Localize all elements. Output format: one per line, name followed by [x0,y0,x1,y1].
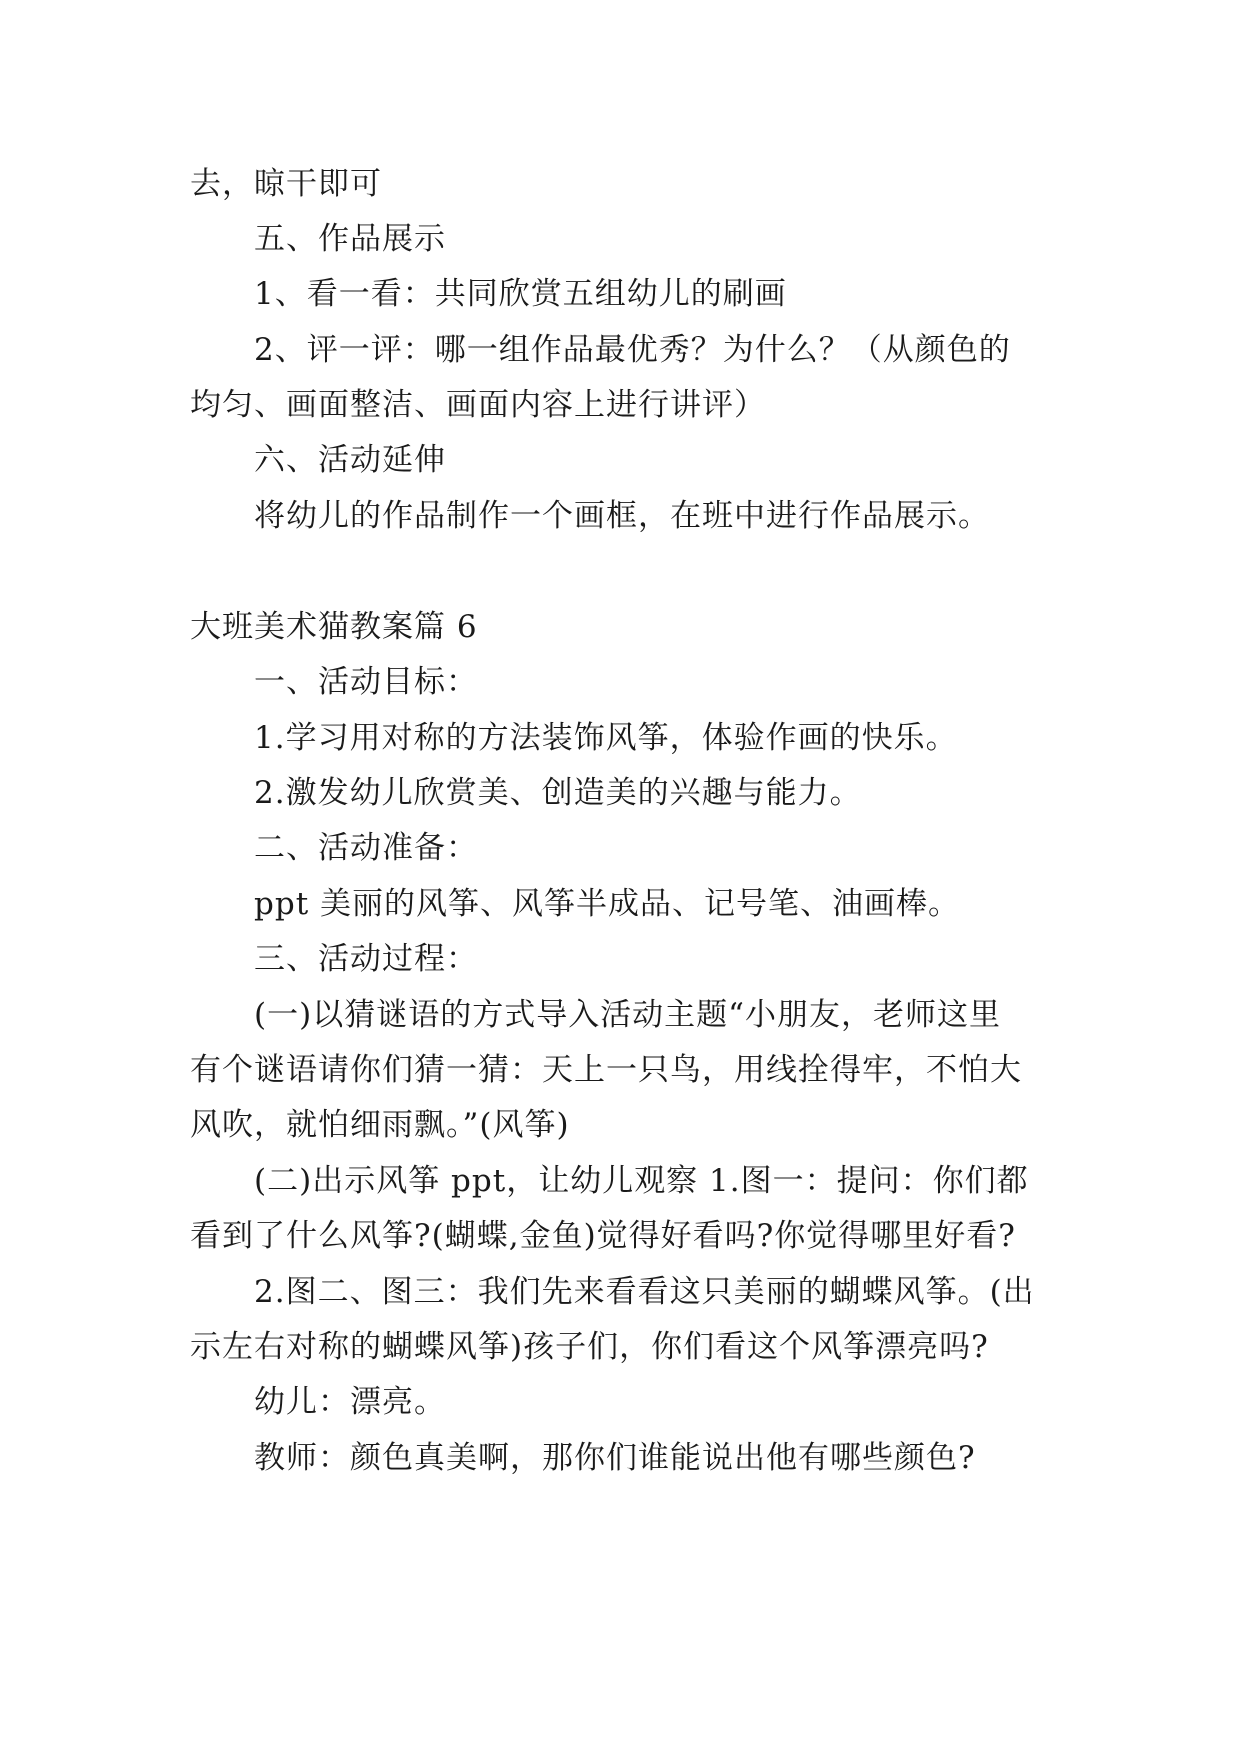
text-line: (一)以猜谜语的方式导入活动主题“小朋友，老师这里 [254,997,1002,1033]
text-line: 有个谜语请你们猜一猜：天上一只鸟，用线拴得牢，不怕大 [190,1052,1022,1088]
section-heading: 六、活动延伸 [254,442,446,478]
text-line: 将幼儿的作品制作一个画框，在班中进行作品展示。 [254,498,990,534]
text-line: 风吹，就怕细雨飘。”(风筝) [190,1107,570,1143]
text-line: 均匀、画面整洁、画面内容上进行讲评） [190,387,766,423]
text-line: 示左右对称的蝴蝶风筝)孩子们，你们看这个风筝漂亮吗? [190,1329,989,1365]
text-line: 幼儿：漂亮。 [254,1384,446,1420]
text-line: 教师：颜色真美啊，那你们谁能说出他有哪些颜色? [254,1440,976,1476]
section-heading: 三、活动过程： [254,941,478,977]
text-line: 2.图二、图三：我们先来看看这只美丽的蝴蝶风筝。(出 [254,1274,1035,1310]
text-line: (二)出示风筝 ppt，让幼儿观察 1.图一：提问：你们都 [254,1163,1029,1199]
text-line: 1.学习用对称的方法装饰风筝，体验作画的快乐。 [254,720,958,756]
text-line: ppt 美丽的风筝、风筝半成品、记号笔、油画棒。 [254,886,960,922]
section-heading: 二、活动准备： [254,830,478,866]
chapter-title: 大班美术猫教案篇 6 [190,609,478,645]
section-heading: 一、活动目标： [254,664,478,700]
text-line: 2、评一评：哪一组作品最优秀？为什么？（从颜色的 [254,332,1011,368]
text-line: 1、看一看：共同欣赏五组幼儿的刷画 [254,276,787,312]
text-line: 去，晾干即可 [190,166,382,202]
text-line: 看到了什么风筝?(蝴蝶,金鱼)觉得好看吗?你觉得哪里好看? [190,1218,1016,1254]
section-heading: 五、作品展示 [254,221,446,257]
text-line: 2.激发幼儿欣赏美、创造美的兴趣与能力。 [254,775,862,811]
